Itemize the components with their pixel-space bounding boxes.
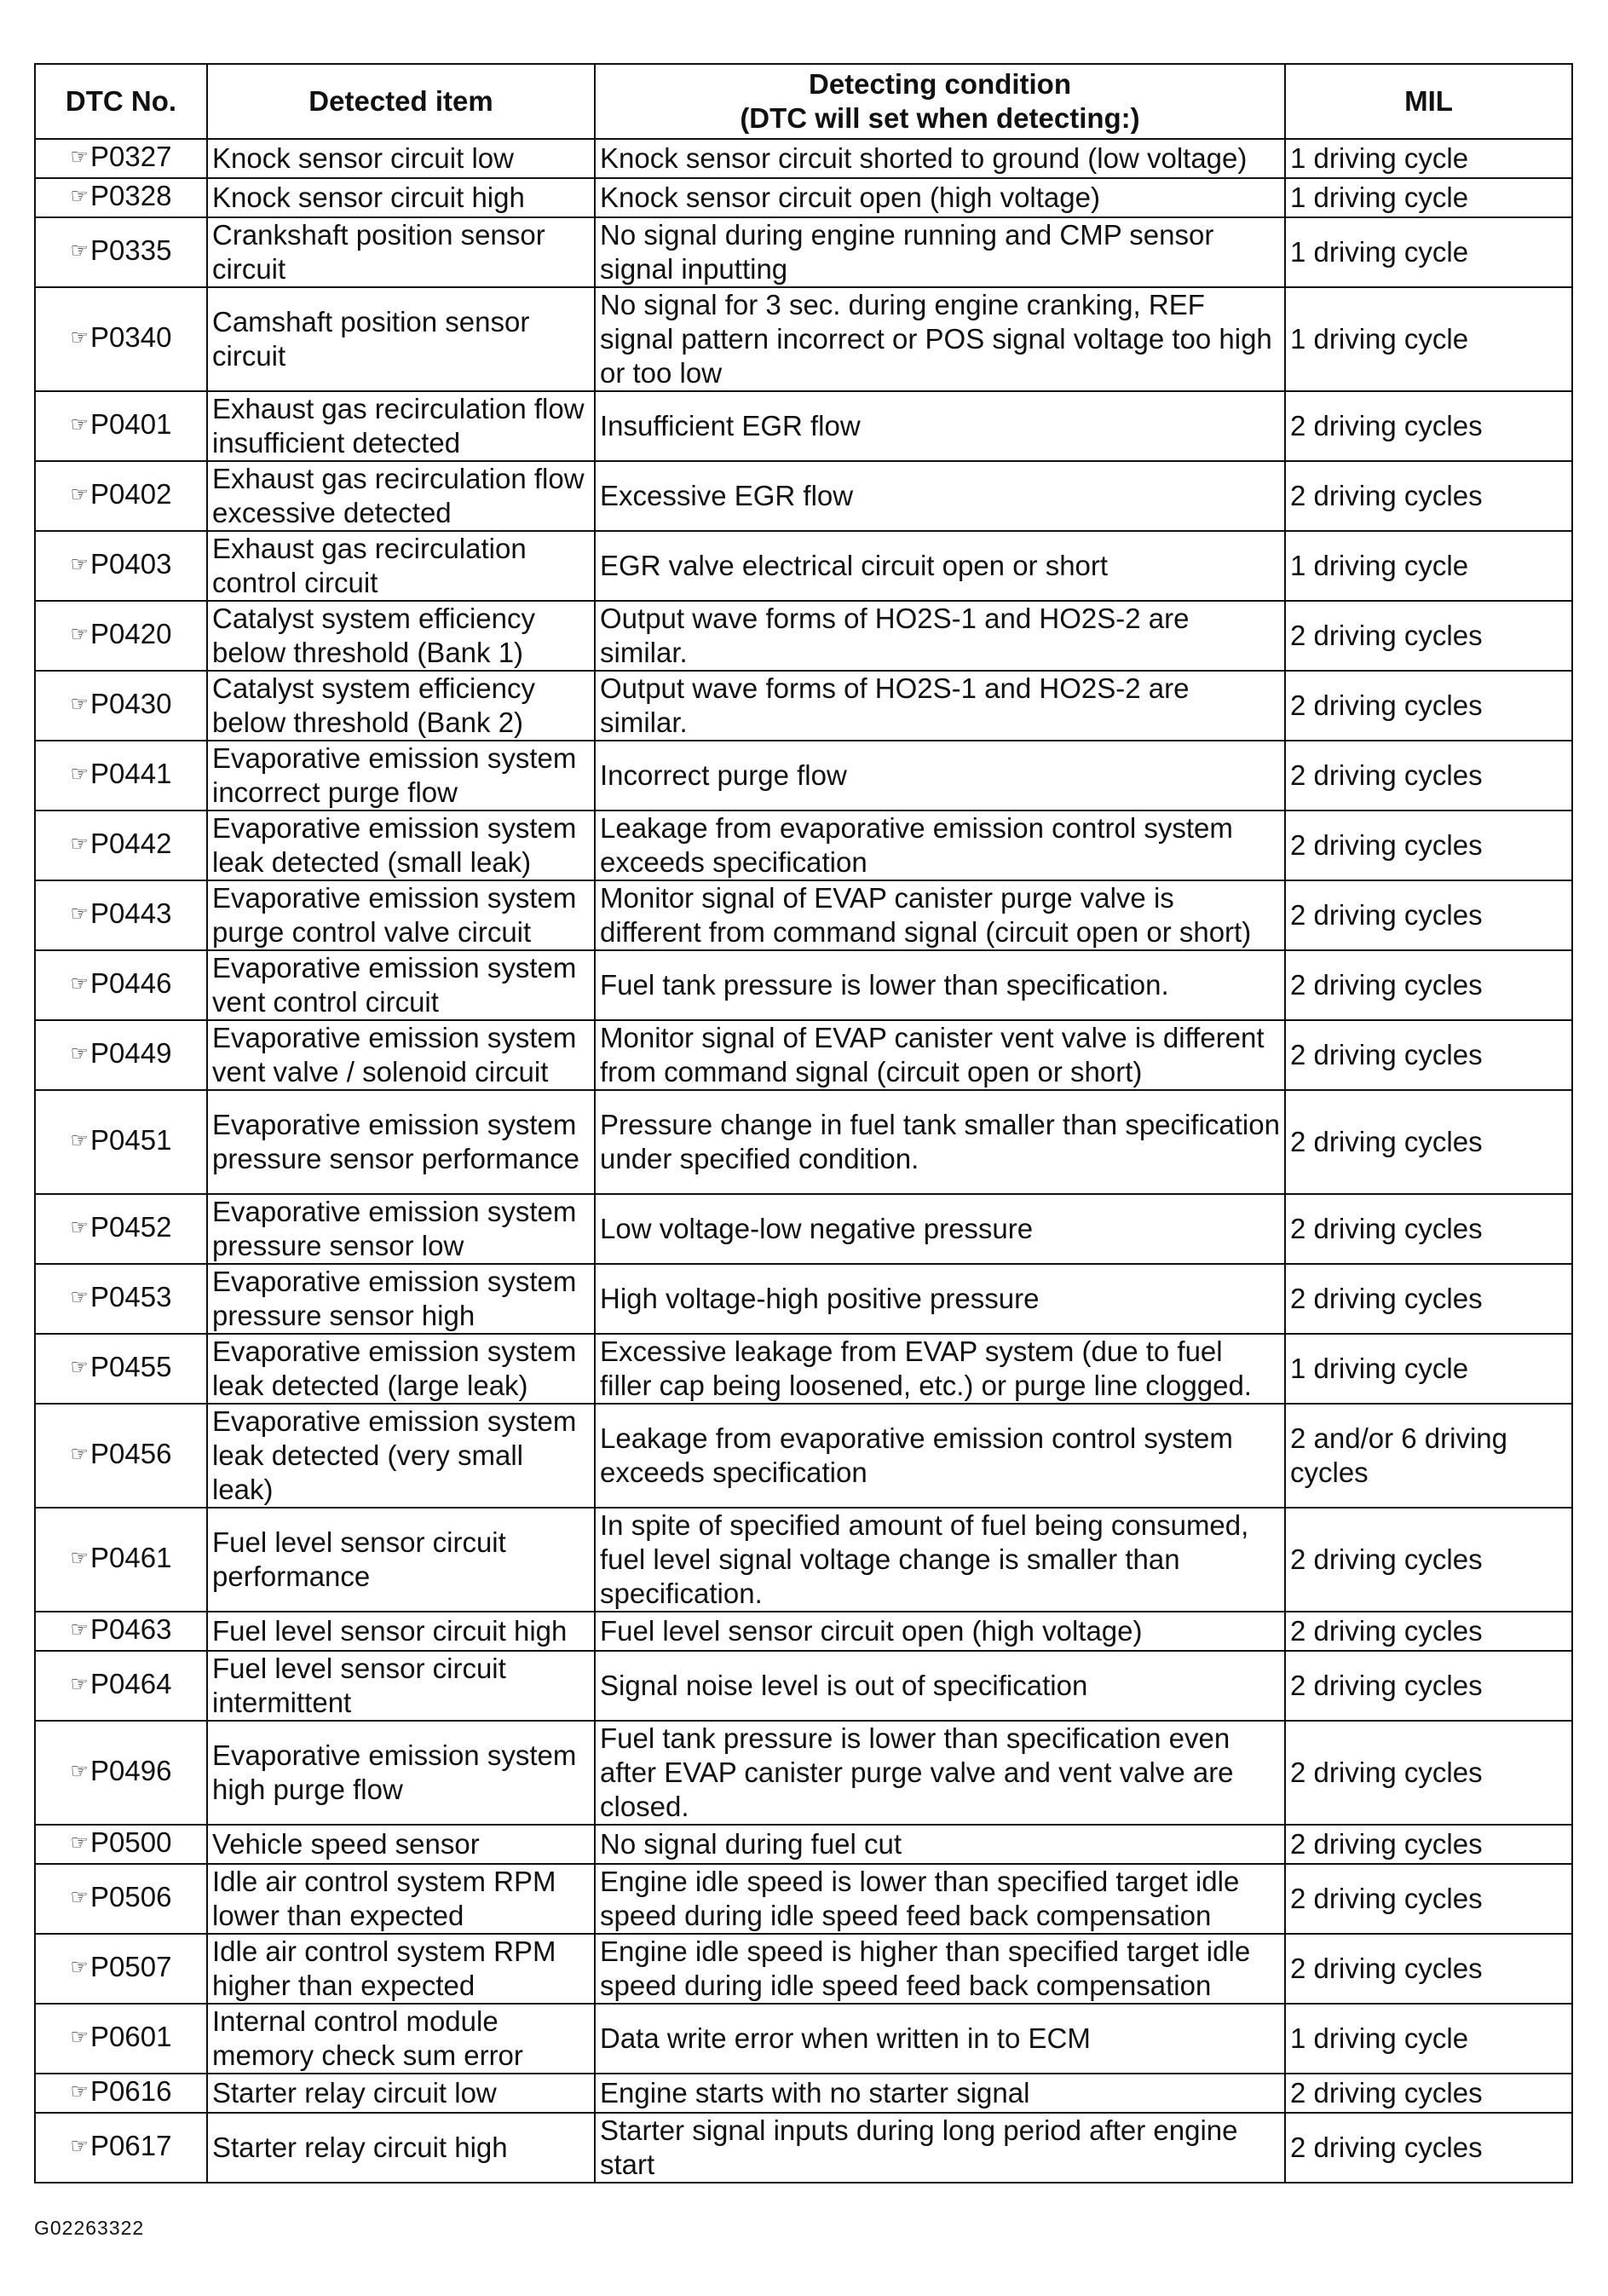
table-row — [35, 1864, 1572, 1934]
detected-item-cell: Evaporative emission system pressure sensor low — [207, 1194, 595, 1264]
dtc-code-cell — [35, 1334, 207, 1404]
detecting-condition-cell: Monitor signal of EVAP canister vent valve is different from command signal (circuit open or short) — [595, 1020, 1285, 1090]
dtc-code: P0452 — [90, 1211, 172, 1243]
dtc-table — [34, 63, 1573, 2184]
detected-item-cell: Knock sensor circuit high — [207, 178, 595, 217]
mil-cell: 2 driving cycles — [1285, 1020, 1572, 1090]
mil-cell: 2 driving cycles — [1285, 461, 1572, 531]
dtc-code-cell — [35, 2004, 207, 2074]
pointing-hand-icon: ☞ — [70, 763, 89, 786]
mil-cell: 2 driving cycles — [1285, 2074, 1572, 2113]
pointing-hand-icon: ☞ — [70, 1760, 89, 1783]
pointing-hand-icon: ☞ — [70, 693, 89, 716]
table-row — [35, 391, 1572, 461]
header-detected-item: Detected item — [207, 64, 595, 139]
header-detecting-condition — [595, 64, 1285, 139]
detecting-condition-cell: No signal during engine running and CMP sensor signal inputting — [595, 217, 1285, 287]
mil-cell: 1 driving cycle — [1285, 287, 1572, 391]
dtc-code-cell — [35, 1264, 207, 1334]
dtc-code: P0449 — [90, 1037, 172, 1069]
table-row — [35, 1404, 1572, 1508]
detecting-condition-cell: Knock sensor circuit open (high voltage) — [595, 178, 1285, 217]
table-row — [35, 178, 1572, 217]
detecting-condition-cell: Engine idle speed is lower than specified target idle speed during idle speed feed back compensation — [595, 1864, 1285, 1934]
detected-item-cell: Evaporative emission system incorrect purge flow — [207, 741, 595, 811]
dtc-code-cell — [35, 178, 207, 217]
detecting-condition-cell: Starter signal inputs during long period after engine start — [595, 2113, 1285, 2183]
dtc-code-cell — [35, 287, 207, 391]
dtc-code-cell — [35, 811, 207, 880]
dtc-code: P0500 — [90, 1826, 172, 1858]
dtc-code: P0340 — [90, 321, 172, 353]
dtc-code-cell — [35, 1194, 207, 1264]
dtc-code-cell — [35, 461, 207, 531]
pointing-hand-icon: ☞ — [70, 239, 89, 262]
detected-item-cell: Catalyst system efficiency below threshold (Bank 1) — [207, 601, 595, 671]
mil-cell: 1 driving cycle — [1285, 178, 1572, 217]
pointing-hand-icon: ☞ — [70, 972, 89, 995]
pointing-hand-icon: ☞ — [70, 326, 89, 349]
pointing-hand-icon: ☞ — [70, 903, 89, 926]
table-row — [35, 1721, 1572, 1825]
pointing-hand-icon: ☞ — [70, 185, 89, 208]
detected-item-cell: Crankshaft position sensor circuit — [207, 217, 595, 287]
mil-cell: 1 driving cycle — [1285, 2004, 1572, 2074]
dtc-code: P0601 — [90, 2021, 172, 2052]
table-row — [35, 2074, 1572, 2113]
mil-cell: 2 driving cycles — [1285, 741, 1572, 811]
mil-cell: 2 driving cycles — [1285, 1264, 1572, 1334]
table-row — [35, 880, 1572, 950]
pointing-hand-icon: ☞ — [70, 1956, 89, 1979]
table-row — [35, 950, 1572, 1020]
detecting-condition-cell: Output wave forms of HO2S-1 and HO2S-2 are similar. — [595, 671, 1285, 741]
detecting-condition-cell: Incorrect purge flow — [595, 741, 1285, 811]
detecting-condition-cell: Output wave forms of HO2S-1 and HO2S-2 are similar. — [595, 601, 1285, 671]
detected-item-cell: Evaporative emission system leak detected (very small leak) — [207, 1404, 595, 1508]
dtc-code-cell — [35, 391, 207, 461]
dtc-code: P0328 — [90, 180, 172, 211]
dtc-code: P0443 — [90, 897, 172, 929]
mil-cell: 2 driving cycles — [1285, 1864, 1572, 1934]
detected-item-cell: Exhaust gas recirculation flow insufficient detected — [207, 391, 595, 461]
dtc-table-body — [35, 139, 1572, 2183]
detected-item-cell: Evaporative emission system pressure sensor high — [207, 1264, 595, 1334]
dtc-code-cell — [35, 217, 207, 287]
dtc-code: P0453 — [90, 1281, 172, 1312]
pointing-hand-icon: ☞ — [70, 1832, 89, 1855]
detected-item-cell: Idle air control system RPM higher than expected — [207, 1934, 595, 2004]
table-header-row — [35, 64, 1572, 139]
pointing-hand-icon: ☞ — [70, 2135, 89, 2158]
mil-cell: 2 driving cycles — [1285, 1612, 1572, 1651]
detecting-condition-cell: Engine starts with no starter signal — [595, 2074, 1285, 2113]
dtc-code: P0616 — [90, 2075, 172, 2107]
detected-item-cell: Internal control module memory check sum error — [207, 2004, 595, 2074]
table-row — [35, 1651, 1572, 1721]
detected-item-cell: Fuel level sensor circuit performance — [207, 1508, 595, 1612]
mil-cell: 2 driving cycles — [1285, 671, 1572, 741]
detected-item-cell: Vehicle speed sensor — [207, 1825, 595, 1864]
dtc-code-cell — [35, 1612, 207, 1651]
pointing-hand-icon: ☞ — [70, 146, 89, 169]
detecting-condition-cell: No signal during fuel cut — [595, 1825, 1285, 1864]
table-row — [35, 1090, 1572, 1194]
dtc-code-cell — [35, 531, 207, 601]
detected-item-cell: Knock sensor circuit low — [207, 139, 595, 178]
pointing-hand-icon: ☞ — [70, 1673, 89, 1696]
pointing-hand-icon: ☞ — [70, 1286, 89, 1309]
dtc-code: P0401 — [90, 408, 172, 440]
dtc-code-cell — [35, 2113, 207, 2183]
dtc-code-cell — [35, 2074, 207, 2113]
detecting-condition-cell: No signal for 3 sec. during engine cranking, REF signal pattern incorrect or POS signal voltage too high or too low — [595, 287, 1285, 391]
detecting-condition-cell: Pressure change in fuel tank smaller than specification under specified condition. — [595, 1090, 1285, 1194]
mil-cell: 1 driving cycle — [1285, 531, 1572, 601]
dtc-code-cell — [35, 1090, 207, 1194]
pointing-hand-icon: ☞ — [70, 413, 89, 436]
header-mil: MIL — [1285, 64, 1572, 139]
detected-item-cell: Idle air control system RPM lower than expected — [207, 1864, 595, 1934]
mil-cell: 2 driving cycles — [1285, 880, 1572, 950]
pointing-hand-icon: ☞ — [70, 1443, 89, 1466]
dtc-code-cell — [35, 1020, 207, 1090]
mil-cell: 2 driving cycles — [1285, 1651, 1572, 1721]
table-row — [35, 461, 1572, 531]
table-row — [35, 1612, 1572, 1651]
detected-item-cell: Exhaust gas recirculation flow excessive detected — [207, 461, 595, 531]
table-row — [35, 1508, 1572, 1612]
dtc-code: P0442 — [90, 828, 172, 859]
dtc-code: P0507 — [90, 1951, 172, 1982]
pointing-hand-icon: ☞ — [70, 1129, 89, 1152]
pointing-hand-icon: ☞ — [70, 1216, 89, 1239]
pointing-hand-icon: ☞ — [70, 1042, 89, 1065]
detecting-condition-cell: Engine idle speed is higher than specified target idle speed during idle speed feed back compensation — [595, 1934, 1285, 2004]
dtc-code-cell — [35, 950, 207, 1020]
table-row — [35, 1825, 1572, 1864]
dtc-code: P0451 — [90, 1124, 172, 1156]
table-row — [35, 741, 1572, 811]
detecting-condition-cell: High voltage-high positive pressure — [595, 1264, 1285, 1334]
dtc-code: P0402 — [90, 478, 172, 510]
mil-cell: 2 driving cycles — [1285, 1090, 1572, 1194]
detected-item-cell: Evaporative emission system vent control circuit — [207, 950, 595, 1020]
dtc-code: P0403 — [90, 548, 172, 580]
detected-item-cell: Starter relay circuit low — [207, 2074, 595, 2113]
dtc-code: P0617 — [90, 2130, 172, 2161]
detected-item-cell: Evaporative emission system vent valve / solenoid circuit — [207, 1020, 595, 1090]
header-dtc-no: DTC No. — [35, 64, 207, 139]
pointing-hand-icon: ☞ — [70, 1356, 89, 1379]
dtc-code: P0461 — [90, 1542, 172, 1573]
table-row — [35, 217, 1572, 287]
dtc-code: P0464 — [90, 1668, 172, 1699]
dtc-code-cell — [35, 1825, 207, 1864]
mil-cell: 2 driving cycles — [1285, 950, 1572, 1020]
dtc-code: P0456 — [90, 1438, 172, 1469]
table-row — [35, 1264, 1572, 1334]
dtc-code-cell — [35, 741, 207, 811]
table-row — [35, 139, 1572, 178]
detecting-condition-cell: Low voltage-low negative pressure — [595, 1194, 1285, 1264]
detecting-condition-cell: Monitor signal of EVAP canister purge valve is different from command signal (circuit open or short) — [595, 880, 1285, 950]
detecting-condition-cell: Excessive EGR flow — [595, 461, 1285, 531]
figure-id: G02263322 — [34, 2217, 145, 2239]
detecting-condition-cell: Excessive leakage from EVAP system (due to fuel filler cap being loosened, etc.) or purge line clogged. — [595, 1334, 1285, 1404]
pointing-hand-icon: ☞ — [70, 1547, 89, 1570]
detected-item-cell: Evaporative emission system leak detected (large leak) — [207, 1334, 595, 1404]
dtc-code: P0420 — [90, 618, 172, 649]
dtc-code: P0463 — [90, 1613, 172, 1645]
table-row — [35, 1934, 1572, 2004]
header-detecting-condition-line1: Detecting condition — [809, 68, 1071, 100]
dtc-code: P0496 — [90, 1755, 172, 1786]
detecting-condition-cell: Leakage from evaporative emission control system exceeds specification — [595, 1404, 1285, 1508]
detected-item-cell: Exhaust gas recirculation control circuit — [207, 531, 595, 601]
detecting-condition-cell: Data write error when written in to ECM — [595, 2004, 1285, 2074]
table-row — [35, 601, 1572, 671]
detecting-condition-cell: Fuel tank pressure is lower than specification even after EVAP canister purge valve and vent valve are closed. — [595, 1721, 1285, 1825]
pointing-hand-icon: ☞ — [70, 1618, 89, 1641]
mil-cell: 1 driving cycle — [1285, 139, 1572, 178]
mil-cell: 2 driving cycles — [1285, 1721, 1572, 1825]
detected-item-cell: Evaporative emission system pressure sensor performance — [207, 1090, 595, 1194]
pointing-hand-icon: ☞ — [70, 1886, 89, 1909]
pointing-hand-icon: ☞ — [70, 833, 89, 856]
table-row — [35, 671, 1572, 741]
mil-cell: 2 driving cycles — [1285, 1934, 1572, 2004]
mil-cell: 2 driving cycles — [1285, 391, 1572, 461]
pointing-hand-icon: ☞ — [70, 553, 89, 576]
detecting-condition-cell: Leakage from evaporative emission control system exceeds specification — [595, 811, 1285, 880]
detecting-condition-cell: Knock sensor circuit shorted to ground (low voltage) — [595, 139, 1285, 178]
dtc-code-cell — [35, 671, 207, 741]
mil-cell: 2 driving cycles — [1285, 1194, 1572, 1264]
dtc-code: P0430 — [90, 688, 172, 719]
detecting-condition-cell: Fuel tank pressure is lower than specification. — [595, 950, 1285, 1020]
detected-item-cell: Camshaft position sensor circuit — [207, 287, 595, 391]
dtc-code-cell — [35, 1404, 207, 1508]
detecting-condition-cell: Signal noise level is out of specification — [595, 1651, 1285, 1721]
detected-item-cell: Fuel level sensor circuit high — [207, 1612, 595, 1651]
detecting-condition-cell: In spite of specified amount of fuel being consumed, fuel level signal voltage change is smaller than specification. — [595, 1508, 1285, 1612]
detected-item-cell: Catalyst system efficiency below threshold (Bank 2) — [207, 671, 595, 741]
mil-cell: 1 driving cycle — [1285, 217, 1572, 287]
table-row — [35, 1194, 1572, 1264]
dtc-code: P0327 — [90, 141, 172, 172]
pointing-hand-icon: ☞ — [70, 483, 89, 506]
header-detecting-condition-line2: (DTC will set when detecting:) — [740, 102, 1140, 134]
detected-item-cell: Fuel level sensor circuit intermittent — [207, 1651, 595, 1721]
pointing-hand-icon: ☞ — [70, 623, 89, 646]
dtc-code-cell — [35, 1651, 207, 1721]
dtc-code-cell — [35, 1934, 207, 2004]
mil-cell: 2 driving cycles — [1285, 601, 1572, 671]
dtc-code-cell — [35, 1508, 207, 1612]
pointing-hand-icon: ☞ — [70, 2026, 89, 2049]
mil-cell: 1 driving cycle — [1285, 1334, 1572, 1404]
mil-cell: 2 driving cycles — [1285, 1508, 1572, 1612]
dtc-code: P0455 — [90, 1351, 172, 1382]
dtc-code-cell — [35, 880, 207, 950]
table-row — [35, 1334, 1572, 1404]
detecting-condition-cell: Insufficient EGR flow — [595, 391, 1285, 461]
mil-cell: 2 driving cycles — [1285, 811, 1572, 880]
table-row — [35, 1020, 1572, 1090]
table-row — [35, 811, 1572, 880]
dtc-code: P0441 — [90, 758, 172, 789]
dtc-code-cell — [35, 1721, 207, 1825]
dtc-code-cell — [35, 601, 207, 671]
mil-cell: 2 driving cycles — [1285, 2113, 1572, 2183]
table-row — [35, 531, 1572, 601]
dtc-code: P0335 — [90, 234, 172, 266]
detecting-condition-cell: EGR valve electrical circuit open or short — [595, 531, 1285, 601]
dtc-code-cell — [35, 139, 207, 178]
dtc-code: P0506 — [90, 1881, 172, 1912]
dtc-code: P0446 — [90, 967, 172, 999]
detected-item-cell: Evaporative emission system leak detected (small leak) — [207, 811, 595, 880]
detecting-condition-cell: Fuel level sensor circuit open (high voltage) — [595, 1612, 1285, 1651]
table-row — [35, 2113, 1572, 2183]
table-row — [35, 2004, 1572, 2074]
mil-cell: 2 driving cycles — [1285, 1825, 1572, 1864]
detected-item-cell: Evaporative emission system purge control valve circuit — [207, 880, 595, 950]
pointing-hand-icon: ☞ — [70, 2080, 89, 2103]
mil-cell: 2 and/or 6 driving cycles — [1285, 1404, 1572, 1508]
dtc-code-cell — [35, 1864, 207, 1934]
detected-item-cell: Evaporative emission system high purge flow — [207, 1721, 595, 1825]
table-row — [35, 287, 1572, 391]
detected-item-cell: Starter relay circuit high — [207, 2113, 595, 2183]
